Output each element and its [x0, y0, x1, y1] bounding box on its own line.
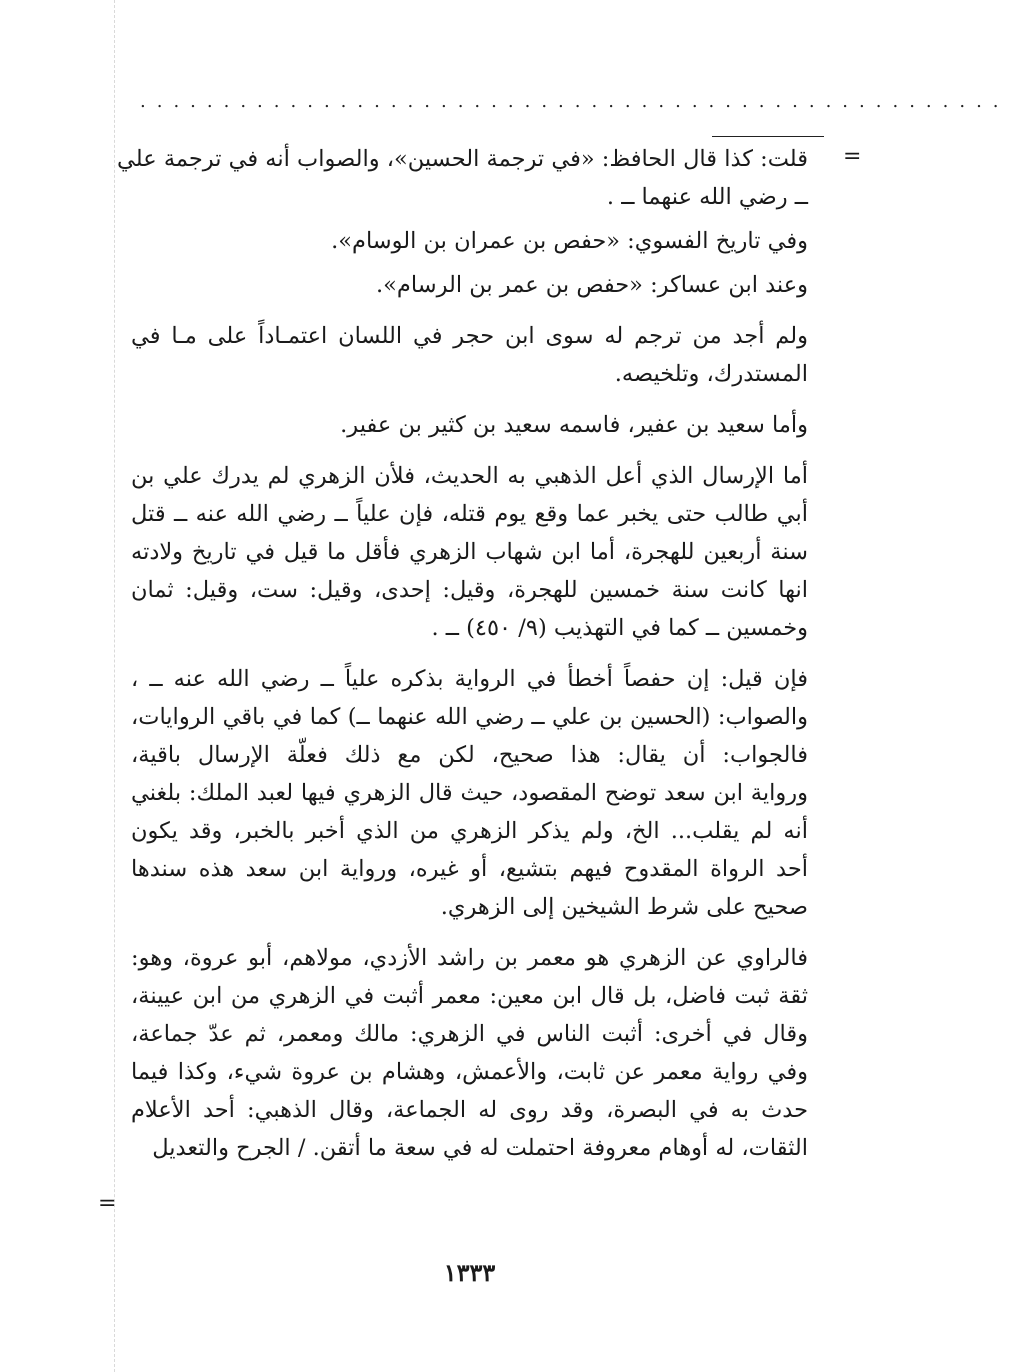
text-line: وفي تاريخ الفسوي: «حفص بن عمران بن الوسام». — [331, 228, 808, 254]
text-line: صحيح على شرط الشيخين إلى الزهري. — [440, 894, 808, 920]
paragraph — [117, 140, 808, 216]
footnote-separator-rule — [712, 136, 824, 137]
text-line: وفي رواية معمر عن ثابت، والأعمش، وهشام بن عروة شيء، وكذا فيما — [131, 1059, 808, 1085]
text-line: وعند ابن عساكر: «حفص بن عمر بن الرسام». — [376, 272, 808, 298]
text-line: وقال في أخرى: أثبت الناس في الزهري: مالك ومعمر، ثم عدّ جماعة، — [131, 1021, 808, 1047]
text-line: وأما سعيد بن عفير، فاسمه سعيد بن كثير بن عفير. — [340, 412, 808, 438]
continuation-mark-top: = — [843, 144, 862, 169]
paragraph — [131, 222, 808, 260]
continuation-mark-bottom: = — [98, 1191, 117, 1216]
paragraph — [131, 266, 808, 304]
header-dotted-rule: .................................................... — [140, 91, 1010, 112]
paragraph — [131, 660, 808, 926]
text-line: فالراوي عن الزهري هو معمر بن راشد الأزدي، مولاهم، أبو عروة، وهو: — [131, 945, 808, 971]
paragraph — [131, 317, 808, 393]
binding-guide-line — [114, 0, 115, 1372]
text-line: ولم أجد من ترجم له سوى ابن حجر في اللسان اعتمـاداً على مـا في — [131, 323, 808, 349]
paragraph — [131, 457, 808, 647]
text-line: وخمسين ــ كما في التهذيب (٩/ ٤٥٠) ــ . — [431, 615, 808, 641]
text-line: قلت: كذا قال الحافظ: «في ترجمة الحسين»، والصواب أنه في ترجمة علي — [117, 146, 808, 172]
text-line: فإن قيل: إن حفصاً أخطأ في الرواية بذكره علياً ــ رضي الله عنه ــ ، — [131, 666, 808, 692]
paragraph — [131, 939, 808, 1167]
text-line: أبي طالب حتى يخبر عما وقع يوم قتله، فإن علياً ــ رضي الله عنه ــ قتل — [131, 501, 808, 527]
text-line: أما الإرسال الذي أعل الذهبي به الحديث، فلأن الزهري لم يدرك علي بن — [131, 463, 808, 489]
text-line: حدث به في البصرة، وقد روى له الجماعة، وقال الذهبي: أحد الأعلام — [131, 1097, 808, 1123]
page-number: ١٣٣٣ — [443, 1258, 496, 1287]
text-line: ثقة ثبت فاضل، بل قال ابن معين: معمر أثبت في الزهري من ابن عيينة، — [131, 983, 808, 1009]
text-line: الثقات، له أوهام معروفة احتملت له في سعة ما أتقن. / الجرح والتعديل — [152, 1135, 808, 1161]
text-line: والصواب: (الحسين بن علي ــ رضي الله عنهما ــ) كما في باقي الروايات، — [131, 704, 808, 730]
text-line: انها كانت سنة خمسين للهجرة، وقيل: إحدى، وقيل: ست، وقيل: ثمان — [131, 577, 808, 603]
text-line: سنة أربعين للهجرة، أما ابن شهاب الزهري فأقل ما قيل في تاريخ ولادته — [131, 539, 808, 565]
text-line: ــ رضي الله عنهما ــ . — [606, 184, 808, 210]
paragraph — [131, 406, 808, 444]
footnote-text-block — [117, 140, 808, 1180]
text-line: أحد الرواة المقدوح فيهم بتشيع، أو غيره، ورواية ابن سعد هذه سندها — [131, 856, 808, 882]
text-line: أنه لم يقلب... الخ، ولم يذكر الزهري من الذي أخبر بالخبر، وقد يكون — [131, 818, 808, 844]
text-line: المستدرك، وتلخيصه. — [614, 361, 808, 387]
text-line: ورواية ابن سعد توضح المقصود، حيث قال الزهري فيها لعبد الملك: بلغني — [131, 780, 808, 806]
text-line: فالجواب: أن يقال: هذا صحيح، لكن مع ذلك فعلّة الإرسال باقية، — [131, 742, 808, 768]
